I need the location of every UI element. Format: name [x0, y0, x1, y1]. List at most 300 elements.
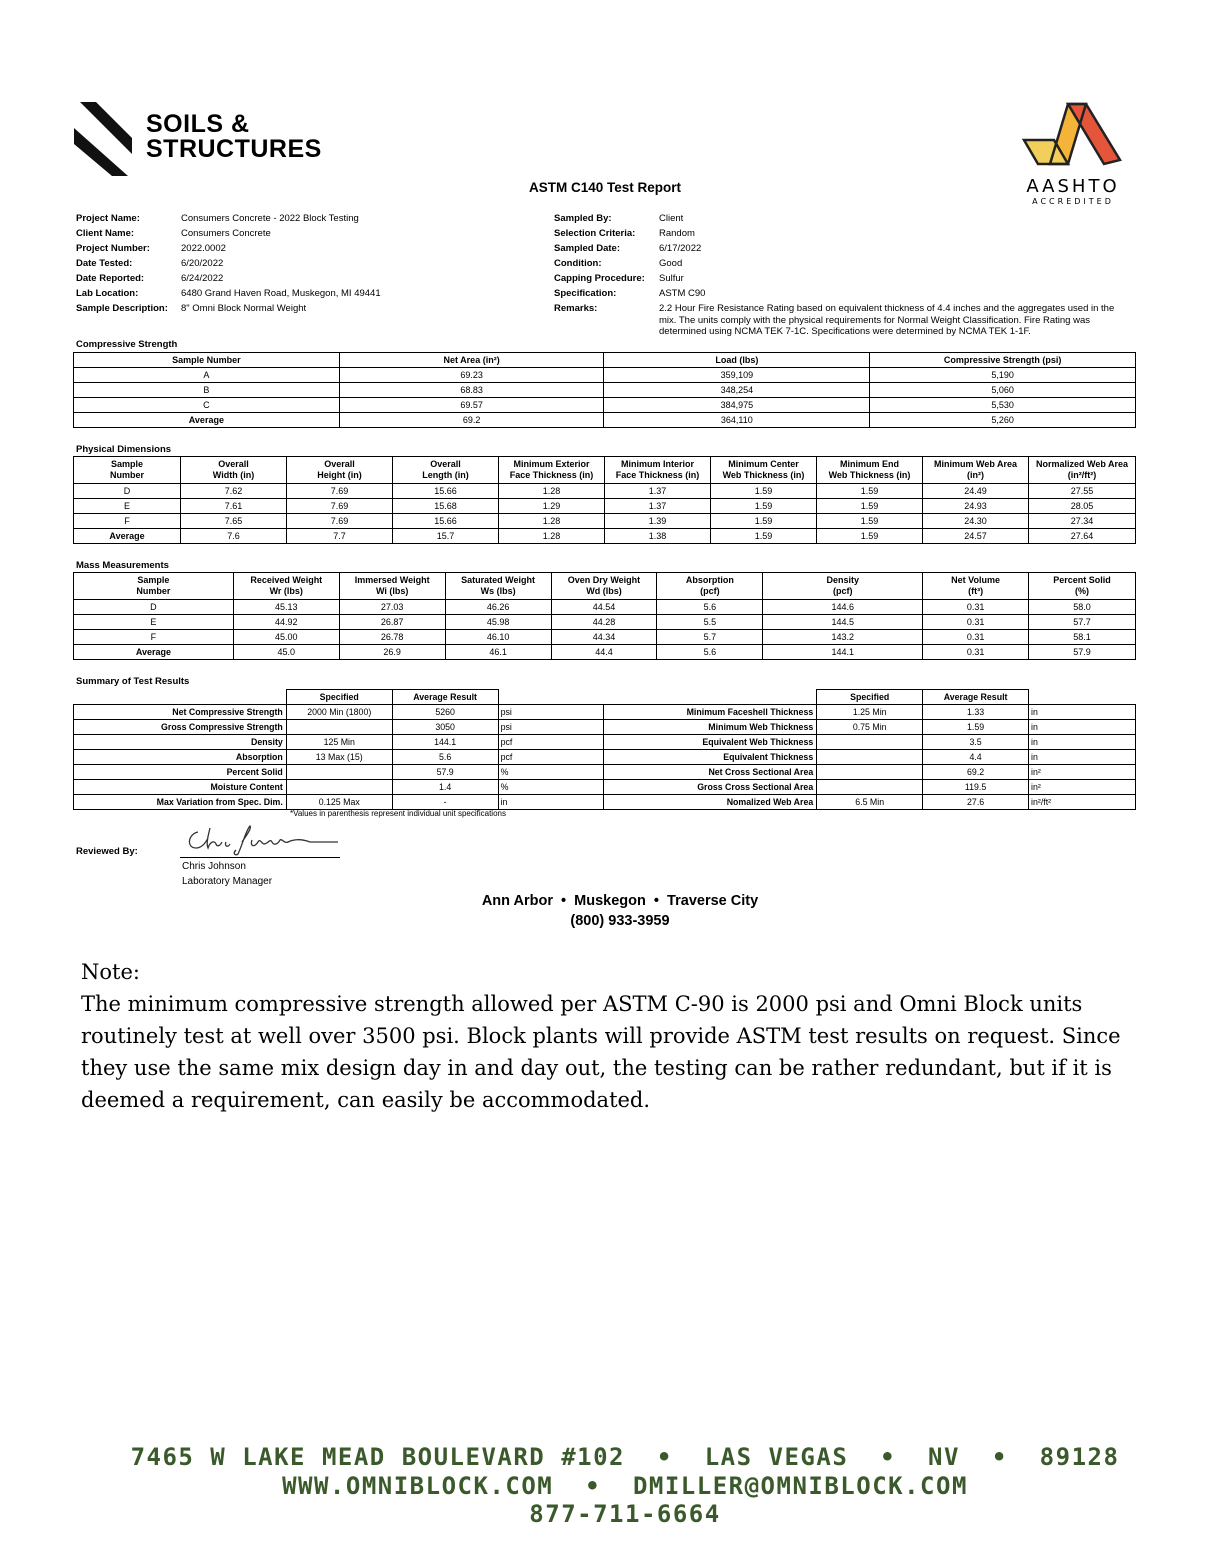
table-cell: 1.59: [711, 514, 817, 529]
header-line: (%): [1075, 586, 1090, 596]
summary-unit: in: [1029, 750, 1136, 765]
table-cell: F: [74, 630, 234, 645]
table-cell: 7.65: [181, 514, 287, 529]
header-line: Saturated Weight: [461, 575, 535, 585]
table-cell: 15.66: [393, 484, 499, 499]
info-row: [554, 241, 1130, 256]
column-header: Specified: [817, 690, 923, 705]
table-cell: 5.6: [657, 645, 763, 660]
column-header: Load (lbs): [604, 353, 870, 368]
header-line: (in²): [967, 470, 984, 480]
table-cell: 1.59: [817, 499, 923, 514]
note: [81, 956, 1131, 1116]
summary-label: Equivalent Web Thickness: [604, 735, 817, 750]
table-cell: 46.1: [445, 645, 551, 660]
summary-average: 27.6: [923, 795, 1029, 810]
note-body: The minimum compressive strength allowed per ASTM C-90 is 2000 psi and Omni Block units routinely test at well over 3500 psi. Block plants will provide ASTM test results on request. Since they use the same mix design day in and day out, the testing can be rather redundant, but if it is deemed a requirement, can easily be accommodated.: [81, 992, 1121, 1112]
header-line: Length (in): [422, 470, 469, 480]
average-row: [74, 413, 1136, 428]
table-cell: 1.59: [711, 499, 817, 514]
summary-table: [73, 689, 1136, 810]
table-cell: 44.4: [551, 645, 657, 660]
table-cell: 7.69: [287, 484, 393, 499]
column-header: [1029, 573, 1136, 600]
table-cell: 45.00: [233, 630, 339, 645]
column-header: [657, 573, 763, 600]
table-cell: 24.49: [923, 484, 1029, 499]
table-cell: 57.7: [1029, 615, 1136, 630]
info-value: 6480 Grand Haven Road, Muskegon, MI 49441: [181, 288, 381, 299]
table-cell: 144.5: [763, 615, 923, 630]
table-cell: 5.7: [657, 630, 763, 645]
column-header: [923, 573, 1029, 600]
column-header: [551, 573, 657, 600]
header-line: Wr (lbs): [269, 586, 303, 596]
summary-unit: pcf: [498, 750, 604, 765]
column-header: Sample Number: [74, 353, 340, 368]
table-cell: 45.13: [233, 600, 339, 615]
summary-average: 1.59: [923, 720, 1029, 735]
table-row: [74, 368, 1136, 383]
remarks-value: 2.2 Hour Fire Resistance Rating based on equivalent thickness of 4.4 inches and the aggregates used in the mix. The units comply with the physical requirements for Normal Weight Classification. Fire Rating was determined using NCMA TEK 7-1C. Specifications were determined by NCMA TEK 1-1F.: [659, 303, 1115, 337]
table-cell: 0.31: [923, 600, 1029, 615]
header-line: Wi (lbs): [375, 586, 409, 596]
header-line: Oven Dry Weight: [567, 575, 641, 585]
table-header-row: [74, 573, 1136, 600]
table-header-row: [74, 457, 1136, 484]
table-cell: 27.64: [1029, 529, 1136, 544]
summary-average: -: [392, 795, 498, 810]
header-line: Overall: [218, 459, 249, 469]
table-row: [74, 499, 1136, 514]
column-header: Net Area (in²): [339, 353, 604, 368]
table-cell: 7.6: [181, 529, 287, 544]
table-cell: 1.28: [499, 484, 605, 499]
summary-specified: 6.5 Min: [817, 795, 923, 810]
header-line: Overall: [324, 459, 355, 469]
table-cell: 27.34: [1029, 514, 1136, 529]
table-cell: 44.54: [551, 600, 657, 615]
compressive-title: Compressive Strength: [76, 339, 178, 350]
table-row: [74, 780, 1136, 795]
table-cell: 364,110: [604, 413, 870, 428]
table-cell: 27.03: [339, 600, 445, 615]
table-cell: 26.78: [339, 630, 445, 645]
summary-unit: in: [1029, 720, 1136, 735]
soils-structures-logo: [72, 100, 352, 180]
summary-specified: [286, 780, 392, 795]
physical-title: Physical Dimensions: [76, 444, 172, 455]
table-row: [74, 484, 1136, 499]
table-cell: 27.55: [1029, 484, 1136, 499]
table-cell: 5.5: [657, 615, 763, 630]
table-cell: F: [74, 514, 181, 529]
header-line: Overall: [430, 459, 461, 469]
table-cell: 1.59: [817, 529, 923, 544]
info-value: Sulfur: [659, 273, 684, 284]
summary-label: Minimum Web Thickness: [604, 720, 817, 735]
reviewer-block: [182, 859, 272, 889]
summary-unit: psi: [498, 705, 604, 720]
header-line: Minimum Exterior: [513, 459, 590, 469]
mass-table: [73, 572, 1136, 660]
info-label: Date Tested:: [76, 258, 133, 269]
table-row: [74, 383, 1136, 398]
header-line: Face Thickness (in): [615, 470, 700, 480]
header-line: (pcf): [700, 586, 720, 596]
info-row: [76, 226, 381, 241]
info-row: [76, 211, 381, 226]
aashto-mark-icon: [1010, 96, 1136, 176]
summary-label: Gross Cross Sectional Area: [604, 780, 817, 795]
empty-cell: [498, 690, 604, 705]
table-row: [74, 765, 1136, 780]
reviewer-name: Chris Johnson: [182, 861, 246, 872]
table-cell: 28.05: [1029, 499, 1136, 514]
summary-specified: [286, 720, 392, 735]
summary-label: Absorption: [74, 750, 287, 765]
header-line: Web Thickness (in): [722, 470, 805, 480]
table-cell: 144.6: [763, 600, 923, 615]
table-cell: 348,254: [604, 383, 870, 398]
header-line: Net Volume: [951, 575, 1001, 585]
summary-average: 1.33: [923, 705, 1029, 720]
table-cell: 15.7: [393, 529, 499, 544]
table-cell: 44.92: [233, 615, 339, 630]
info-row: [554, 286, 1130, 301]
table-cell: 26.87: [339, 615, 445, 630]
info-value: 2022.0002: [181, 243, 226, 254]
table-cell: 1.37: [605, 484, 711, 499]
summary-specified: 125 Min: [286, 735, 392, 750]
table-row: [74, 795, 1136, 810]
table-cell: 7.62: [181, 484, 287, 499]
header-line: Minimum Web Area: [933, 459, 1017, 469]
table-cell: 5.6: [657, 600, 763, 615]
column-header: [287, 457, 393, 484]
mass-title: Mass Measurements: [76, 560, 169, 571]
header-line: Number: [109, 470, 144, 480]
summary-average: 5.6: [392, 750, 498, 765]
table-cell: E: [74, 499, 181, 514]
column-header: [181, 457, 287, 484]
summary-unit: in²: [1029, 765, 1136, 780]
info-row: [554, 211, 1130, 226]
footer-address: 7465 W LAKE MEAD BOULEVARD #102 • LAS VEGAS • NV • 89128: [130, 1443, 1120, 1471]
table-cell: D: [74, 484, 181, 499]
table-cell: 26.9: [339, 645, 445, 660]
lab-name-line-1: SOILS &: [146, 110, 250, 138]
summary-average: 3050: [392, 720, 498, 735]
info-label: Client Name:: [76, 228, 135, 239]
table-cell: 1.28: [499, 529, 605, 544]
table-cell: 45.0: [233, 645, 339, 660]
summary-unit: in²: [1029, 780, 1136, 795]
table-cell: 0.31: [923, 615, 1029, 630]
table-cell: 15.66: [393, 514, 499, 529]
summary-label: Nomalized Web Area: [604, 795, 817, 810]
report-title: ASTM C140 Test Report: [528, 180, 682, 195]
info-value: 8" Omni Block Normal Weight: [181, 303, 307, 314]
info-label: Remarks:: [554, 303, 598, 314]
column-header: Specified: [286, 690, 392, 705]
table-cell: B: [74, 383, 340, 398]
column-header: [339, 573, 445, 600]
table-cell: 5,190: [870, 368, 1136, 383]
table-cell: D: [74, 600, 234, 615]
column-header: [499, 457, 605, 484]
header-line: Density: [826, 575, 859, 585]
info-label: Project Number:: [76, 243, 150, 254]
footer-web-email: WWW.OMNIBLOCK.COM • DMILLER@OMNIBLOCK.COM: [282, 1471, 968, 1500]
lab-cities: Ann Arbor • Muskegon • Traverse City: [481, 893, 759, 909]
summary-average: 119.5: [923, 780, 1029, 795]
table-row: [74, 735, 1136, 750]
table-cell: 7.69: [287, 514, 393, 529]
info-label: Condition:: [554, 258, 602, 269]
column-header: [233, 573, 339, 600]
column-header: [711, 457, 817, 484]
info-row: [554, 256, 1130, 271]
table-cell: 69.2: [339, 413, 604, 428]
info-row: [76, 301, 381, 316]
column-header: [74, 457, 181, 484]
summary-label: Gross Compressive Strength: [74, 720, 287, 735]
info-label: Selection Criteria:: [554, 228, 636, 239]
info-value: Good: [659, 258, 683, 269]
table-cell: 0.31: [923, 645, 1029, 660]
table-cell: E: [74, 615, 234, 630]
summary-average: 69.2: [923, 765, 1029, 780]
header-line: Face Thickness (in): [509, 470, 594, 480]
column-header: [74, 573, 234, 600]
summary-specified: 13 Max (15): [286, 750, 392, 765]
summary-specified: [817, 750, 923, 765]
table-cell: 0.31: [923, 630, 1029, 645]
table-cell: Average: [74, 529, 181, 544]
info-row: [76, 241, 381, 256]
column-header: [1029, 457, 1136, 484]
header-line: Normalized Web Area: [1035, 459, 1129, 469]
column-header: [445, 573, 551, 600]
column-header: Compressive Strength (psi): [870, 353, 1136, 368]
table-cell: 45.98: [445, 615, 551, 630]
table-row: [74, 600, 1136, 615]
summary-average: 1.4: [392, 780, 498, 795]
signature-icon: [180, 822, 342, 858]
header-line: Minimum Center: [728, 459, 799, 469]
table-row: [74, 514, 1136, 529]
summary-unit: in: [1029, 705, 1136, 720]
table-header-row: [74, 690, 1136, 705]
summary-average: 144.1: [392, 735, 498, 750]
table-cell: 7.69: [287, 499, 393, 514]
table-cell: 46.10: [445, 630, 551, 645]
header-line: (in²/ft²): [1067, 470, 1097, 480]
header-line: Ws (lbs): [480, 586, 516, 596]
table-cell: Average: [74, 645, 234, 660]
summary-label: Density: [74, 735, 287, 750]
summary-footnote: *Values in parenthesis represent individual unit specifications: [290, 809, 506, 818]
table-cell: 1.59: [817, 484, 923, 499]
lab-name: [146, 112, 322, 162]
summary-unit: in: [1029, 735, 1136, 750]
summary-unit: psi: [498, 720, 604, 735]
info-label: Sampled Date:: [554, 243, 620, 254]
table-cell: 58.0: [1029, 600, 1136, 615]
table-cell: 24.93: [923, 499, 1029, 514]
info-row: [76, 286, 381, 301]
column-header: [393, 457, 499, 484]
table-cell: 1.39: [605, 514, 711, 529]
info-label: Project Name:: [76, 213, 140, 224]
table-header-row: [74, 353, 1136, 368]
summary-average: 4.4: [923, 750, 1029, 765]
table-row: [74, 705, 1136, 720]
info-label: Specification:: [554, 288, 617, 299]
header-line: Height (in): [317, 470, 362, 480]
info-row: [76, 256, 381, 271]
summary-label: Percent Solid: [74, 765, 287, 780]
table-cell: 1.28: [499, 514, 605, 529]
summary-specified: 1.25 Min: [817, 705, 923, 720]
info-value: 6/17/2022: [659, 243, 702, 254]
summary-specified: [817, 780, 923, 795]
header-line: Wd (lbs): [586, 586, 622, 596]
header-line: Minimum End: [840, 459, 899, 469]
table-cell: 24.57: [923, 529, 1029, 544]
summary-title: Summary of Test Results: [76, 676, 190, 687]
table-cell: 5,060: [870, 383, 1136, 398]
summary-average: 57.9: [392, 765, 498, 780]
table-cell: 384,975: [604, 398, 870, 413]
table-cell: 7.61: [181, 499, 287, 514]
info-value: Client: [659, 213, 684, 224]
summary-specified: [817, 735, 923, 750]
table-cell: 68.83: [339, 383, 604, 398]
signature-line: [180, 857, 340, 858]
table-row: [74, 720, 1136, 735]
project-info-right: [554, 211, 1130, 338]
table-cell: 15.68: [393, 499, 499, 514]
table-cell: 24.30: [923, 514, 1029, 529]
header-line: Minimum Interior: [620, 459, 694, 469]
summary-average: 3.5: [923, 735, 1029, 750]
summary-unit: pcf: [498, 735, 604, 750]
empty-cell: [604, 690, 817, 705]
table-cell: 69.23: [339, 368, 604, 383]
aashto-accredited: ACCREDITED: [1032, 197, 1114, 206]
table-cell: 1.59: [711, 484, 817, 499]
project-info-left: [76, 211, 381, 316]
table-cell: 359,109: [604, 368, 870, 383]
info-label: Date Reported:: [76, 273, 145, 284]
summary-specified: 0.125 Max: [286, 795, 392, 810]
table-cell: 5,530: [870, 398, 1136, 413]
aashto-wordmark: AASHTO: [1026, 176, 1120, 197]
summary-label: Net Compressive Strength: [74, 705, 287, 720]
column-header: Average Result: [392, 690, 498, 705]
table-row: [74, 615, 1136, 630]
table-row: [74, 750, 1136, 765]
summary-label: Net Cross Sectional Area: [604, 765, 817, 780]
note-heading: Note:: [81, 960, 140, 984]
table-cell: 57.9: [1029, 645, 1136, 660]
lab-phone: (800) 933-3959: [570, 913, 670, 929]
table-cell: A: [74, 368, 340, 383]
table-cell: 46.26: [445, 600, 551, 615]
summary-specified: [817, 765, 923, 780]
info-value: Random: [659, 228, 695, 239]
summary-specified: 0.75 Min: [817, 720, 923, 735]
table-cell: 1.59: [711, 529, 817, 544]
table-cell: 1.29: [499, 499, 605, 514]
lab-name-line-2: STRUCTURES: [146, 135, 322, 163]
average-row: [74, 645, 1136, 660]
summary-label: Moisture Content: [74, 780, 287, 795]
soils-structures-logo-mark-icon: [72, 100, 136, 176]
table-cell: 143.2: [763, 630, 923, 645]
summary-label: Max Variation from Spec. Dim.: [74, 795, 287, 810]
header-line: Web Thickness (in): [828, 470, 911, 480]
info-row: [554, 226, 1130, 241]
info-value: Consumers Concrete: [181, 228, 271, 239]
empty-cell: [1029, 690, 1136, 705]
physical-table: [73, 456, 1136, 544]
column-header: [763, 573, 923, 600]
summary-label: Equivalent Thickness: [604, 750, 817, 765]
table-cell: Average: [74, 413, 340, 428]
empty-cell: [74, 690, 287, 705]
info-label: Sample Description:: [76, 303, 168, 314]
summary-unit: in²/ft²: [1029, 795, 1136, 810]
average-row: [74, 529, 1136, 544]
header-line: Immersed Weight: [354, 575, 430, 585]
info-value: 6/24/2022: [181, 273, 224, 284]
info-value: 6/20/2022: [181, 258, 224, 269]
table-cell: 1.38: [605, 529, 711, 544]
summary-specified: 2000 Min (1800): [286, 705, 392, 720]
summary-specified: [286, 765, 392, 780]
header-line: Sample: [137, 575, 170, 585]
header-line: Sample: [110, 459, 143, 469]
summary-unit: %: [498, 765, 604, 780]
summary-average: 5260: [392, 705, 498, 720]
info-row: [76, 271, 381, 286]
info-row: [554, 301, 1130, 338]
table-cell: C: [74, 398, 340, 413]
info-value: Consumers Concrete - 2022 Block Testing: [181, 213, 359, 224]
table-row: [74, 398, 1136, 413]
table-cell: 1.59: [817, 514, 923, 529]
summary-unit: in: [498, 795, 604, 810]
reviewer-role: Laboratory Manager: [182, 876, 273, 887]
info-label: Sampled By:: [554, 213, 612, 224]
table-cell: 144.1: [763, 645, 923, 660]
table-cell: 5,260: [870, 413, 1136, 428]
reviewed-by-label: Reviewed By:: [76, 846, 138, 857]
column-header: [605, 457, 711, 484]
table-cell: 58.1: [1029, 630, 1136, 645]
column-header: [923, 457, 1029, 484]
column-header: [817, 457, 923, 484]
header-line: Number: [136, 586, 171, 596]
column-header: Average Result: [923, 690, 1029, 705]
summary-unit: %: [498, 780, 604, 795]
compressive-table: [73, 352, 1136, 428]
info-label: Lab Location:: [76, 288, 139, 299]
lab-contact: [0, 891, 1210, 931]
